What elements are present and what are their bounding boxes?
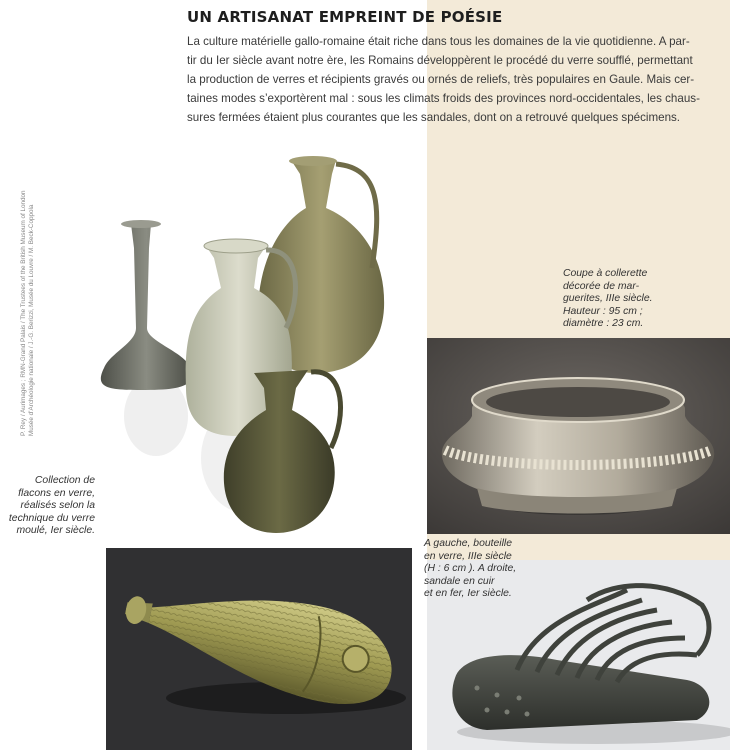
flask-rim: [121, 220, 161, 228]
caption-line: flacons en verre,: [18, 487, 95, 499]
article-heading: UN ARTISANAT EMPREINT DE POÉSIE: [187, 8, 503, 26]
fish-bottle-photo: [106, 548, 412, 750]
caption-line: Collection de: [34, 475, 95, 486]
caption-line: et en fer, Ier siècle.: [424, 588, 512, 600]
caption-line: réalisés selon la: [20, 500, 95, 512]
caption-line: A gauche, bouteille: [424, 538, 513, 549]
silver-bowl-photo: [427, 338, 730, 534]
body-line: La culture matérielle gallo-romaine était riche dans tous les domaines de la vie quotidienne. A par-: [187, 35, 690, 48]
bowl-interior: [486, 387, 670, 417]
caption-line: technique du verre: [8, 512, 95, 524]
caption-line: sandale en cuir: [424, 575, 495, 587]
caption-line: diamètre : 23 cm.: [563, 318, 644, 330]
caption-bouteille: [424, 538, 516, 601]
credit-line: P. Rey / Aurimages ; RMN-Grand Palais / The Trustees of the British Museum of London: [20, 190, 27, 436]
caption-line: guerites, IIIe siècle.: [563, 293, 653, 305]
caption-line: en verre, IIIe siècle: [424, 550, 512, 562]
caption-line: Hauteur : 95 cm ;: [563, 305, 643, 317]
bottle-rim: [204, 239, 268, 253]
caption-line: Coupe à collerette: [563, 268, 648, 279]
jug-rim: [289, 156, 337, 166]
article-body: [187, 33, 700, 128]
glass-vessels-photo: [96, 148, 428, 543]
caption-flacons: [9, 475, 95, 538]
caption-coupe: [563, 268, 653, 331]
credit-line: Musée d’Archéologie nationale / J.-G. Berizzi, Musée du Louvre / M. Beck-Coppola: [28, 204, 35, 436]
body-line: tir du Ier siècle avant notre ère, les Romains développèrent le procédé du verre soufflé, permettant: [187, 53, 693, 67]
body-line: taines modes s’exportèrent mal : sous les climats froids des provinces nord-occidentales, les chaus-: [187, 91, 700, 105]
caption-line: moulé, Ier siècle.: [16, 525, 95, 537]
body-line: sures fermées étaient plus courantes que les sandales, dont on a retrouvé quelques spécimens.: [187, 110, 681, 124]
photo-credit: [20, 191, 36, 436]
caption-line: décorée de mar-: [563, 280, 640, 292]
caption-line: (H : 6 cm ). A droite,: [424, 563, 517, 575]
tall-grey-flask: [101, 224, 192, 390]
body-line: la production de verres et récipients gravés ou ornés de reliefs, très populaires en Gaule. Mais cer-: [187, 72, 695, 86]
